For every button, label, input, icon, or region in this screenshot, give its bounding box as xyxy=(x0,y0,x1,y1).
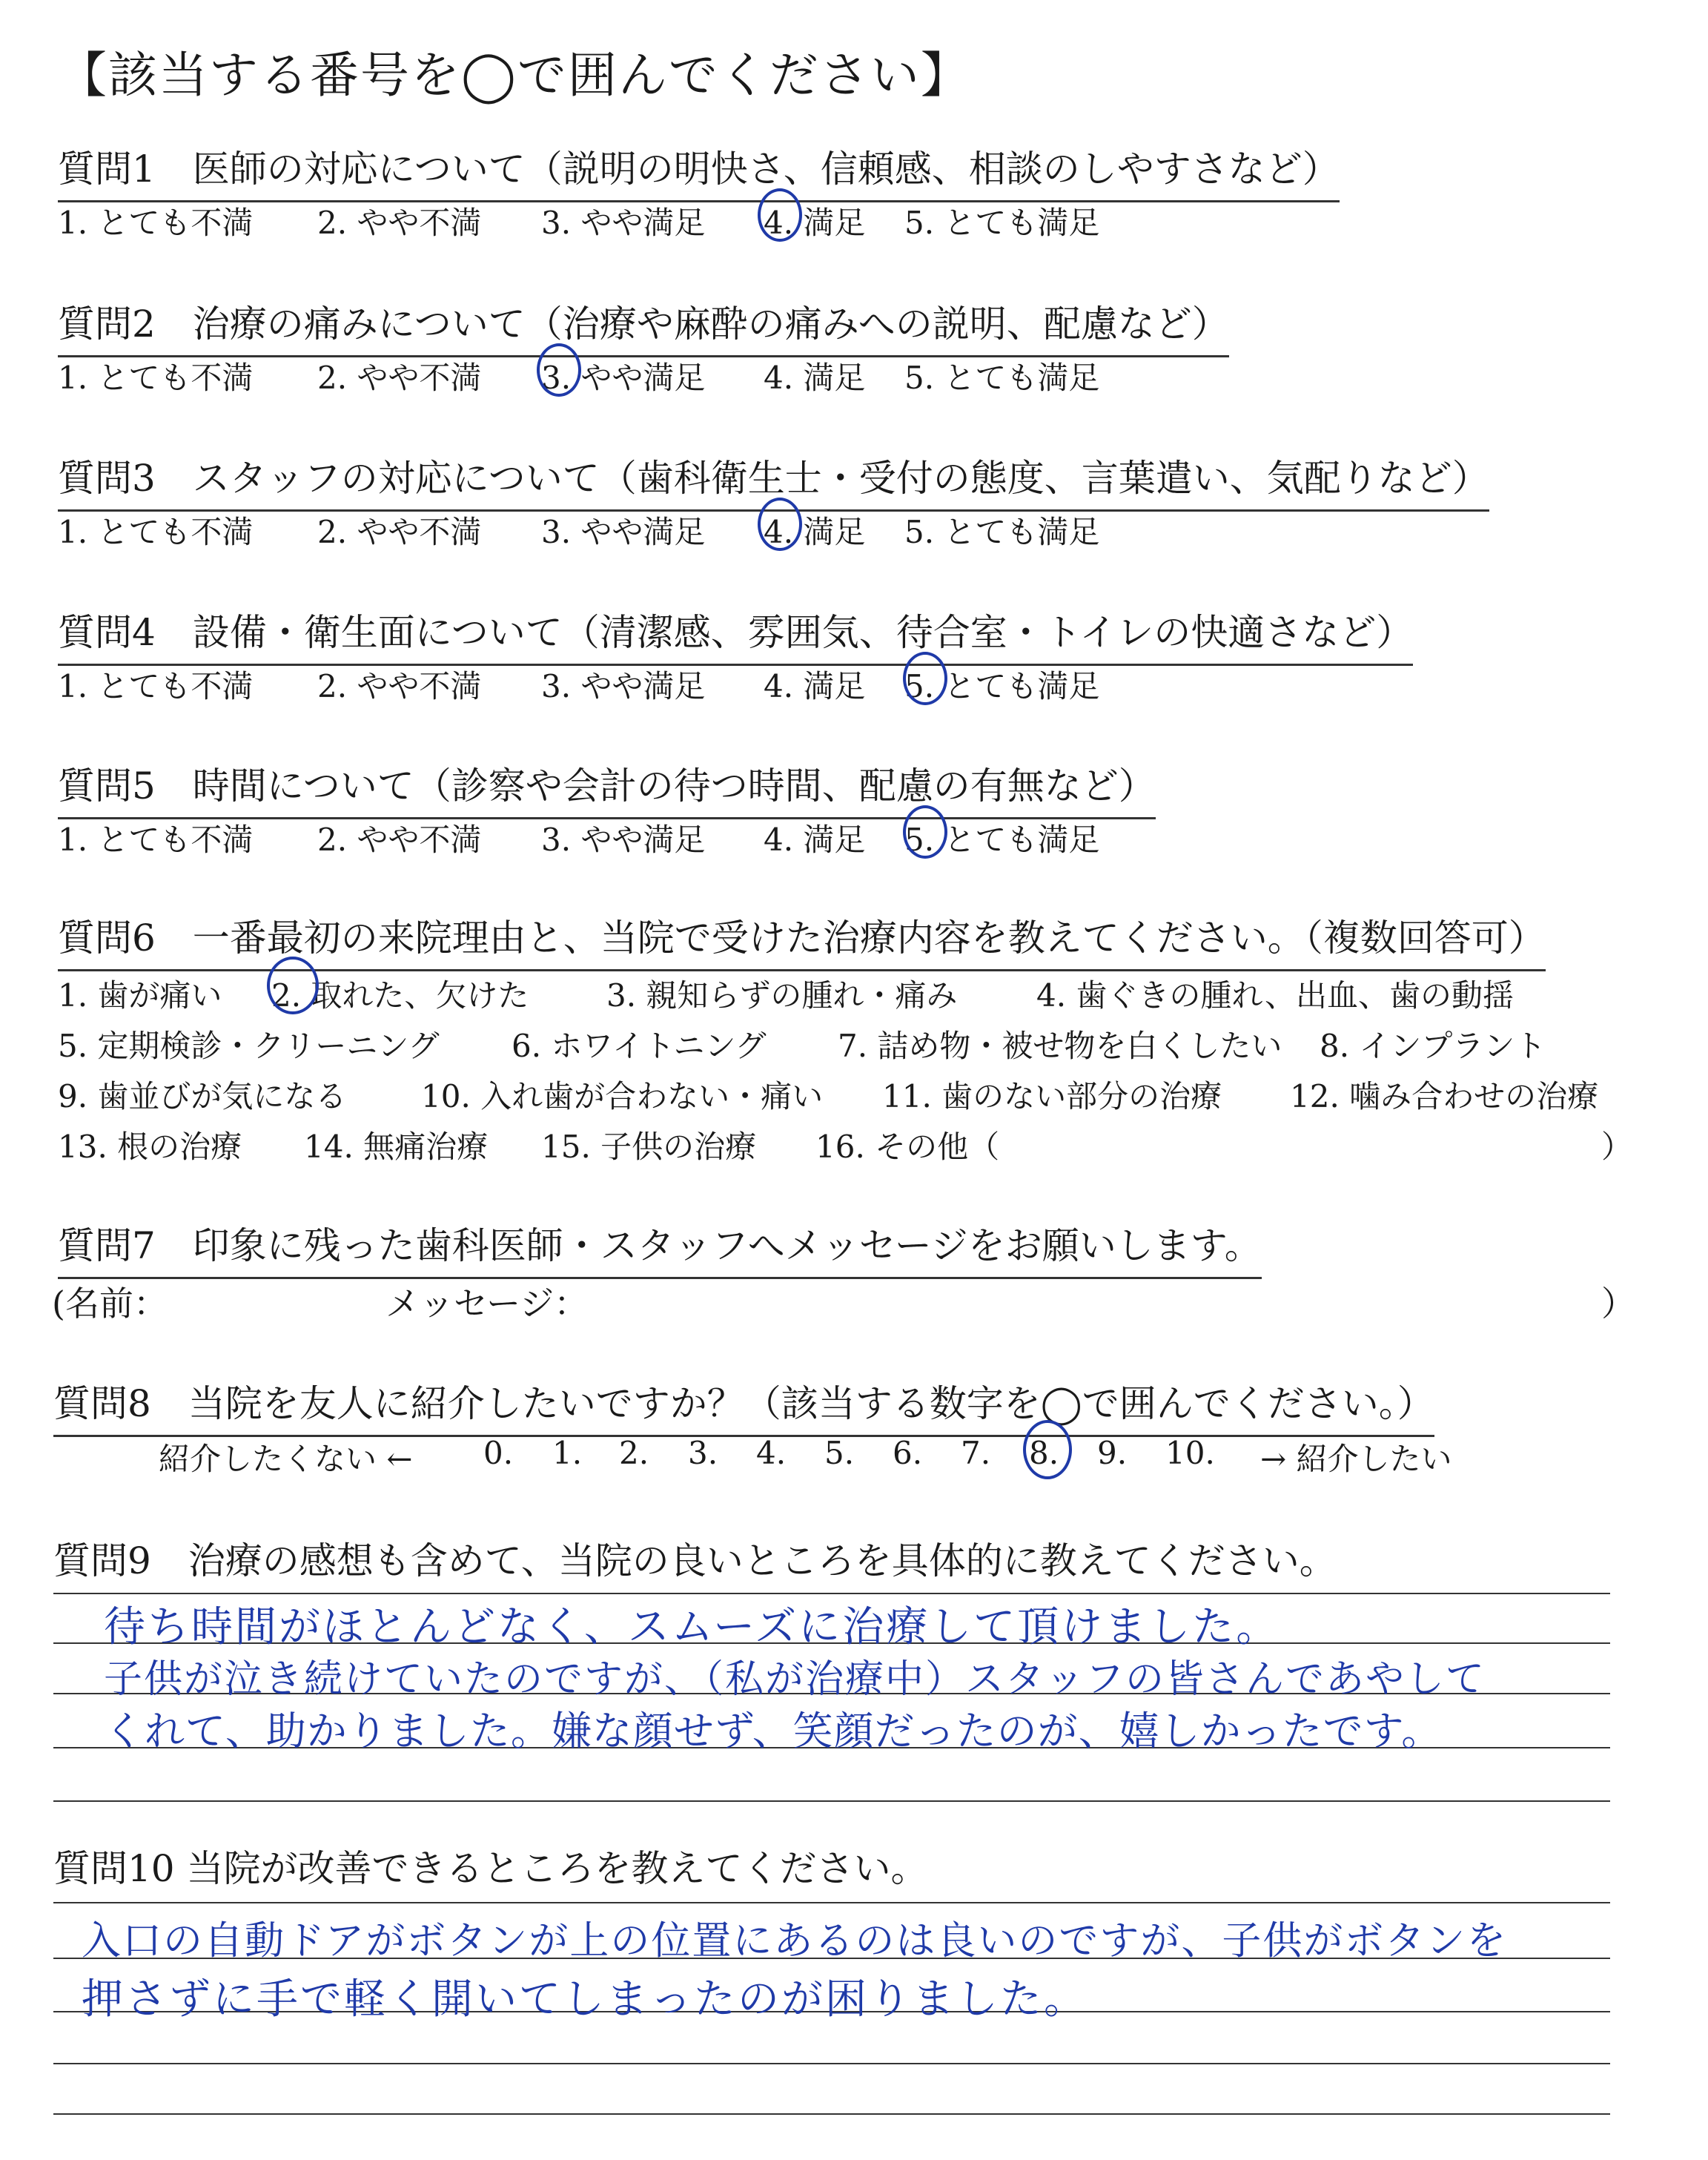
q2-option-5[interactable]: 5. とても満足 xyxy=(904,360,1100,396)
q2-option-3[interactable]: 3. やや満足 xyxy=(541,360,706,396)
q6-option-15[interactable]: 15. 子供の治療 xyxy=(541,1129,757,1165)
q5-option-1[interactable]: 1. とても不満 xyxy=(58,822,254,858)
q1-option-3[interactable]: 3. やや満足 xyxy=(541,205,706,241)
q9-answer-line-3[interactable]: くれて、助かりました。嫌な顔せず、笑顔だったのが、嬉しかったです。 xyxy=(104,1708,1443,1754)
q6-option-8[interactable]: 8. インプラント xyxy=(1320,1028,1546,1064)
q10-line-5 xyxy=(53,2113,1610,2115)
q4-heading: 質問4 設備・衛生面について（清潔感、雰囲気、待合室・トイレの快適さなど） xyxy=(58,603,1413,666)
q10-heading: 質問10 当院が改善できるところを教えてください。 xyxy=(53,1847,928,1890)
q5-option-2[interactable]: 2. やや不満 xyxy=(317,822,482,858)
q8-number-8[interactable]: 8. xyxy=(1029,1435,1059,1471)
q6-option-9[interactable]: 9. 歯並びが気になる xyxy=(58,1078,347,1114)
q8-number-6[interactable]: 6. xyxy=(893,1435,923,1471)
q6-selected-circle xyxy=(267,957,319,1014)
q3-option-4[interactable]: 4. 満足 xyxy=(764,514,866,550)
q9-answer-line-1[interactable]: 待ち時間がほとんどなく、スムーズに治療して頂けました。 xyxy=(104,1603,1280,1651)
q1-heading: 質問1 医師の対応について（説明の明快さ、信頼感、相談のしやすさなど） xyxy=(58,139,1340,202)
q1-option-1[interactable]: 1. とても不満 xyxy=(58,205,254,241)
q2-heading: 質問2 治療の痛みについて（治療や麻酔の痛みへの説明、配慮など） xyxy=(58,294,1229,357)
q7-close-paren: ） xyxy=(1601,1284,1635,1324)
q8-number-0[interactable]: 0. xyxy=(483,1435,514,1471)
q1-option-4[interactable]: 4. 満足 xyxy=(764,205,866,241)
q3-option-5[interactable]: 5. とても満足 xyxy=(904,514,1100,550)
q10-answer-line-2[interactable]: 押さずに手で軽く開いてしまったのが困りました。 xyxy=(82,1975,1088,2024)
q7-message-label: メッセージ： xyxy=(385,1284,589,1324)
q6-option-2[interactable]: 2. 取れた、欠けた xyxy=(271,977,529,1014)
q1-selected-circle xyxy=(758,188,802,242)
q6-option-16[interactable]: 16. その他（ xyxy=(815,1129,1000,1165)
q6-option-13[interactable]: 13. 根の治療 xyxy=(58,1129,242,1165)
q6-option-11[interactable]: 11. 歯のない部分の治療 xyxy=(882,1078,1222,1114)
q3-option-3[interactable]: 3. やや満足 xyxy=(541,514,706,550)
q8-heading: 質問8 当院を友人に紹介したいですか？（該当する数字を◯で囲んでください。） xyxy=(53,1374,1434,1437)
q7-name-label: (名前： xyxy=(52,1284,168,1324)
q5-heading: 質問5 時間について（診察や会計の待つ時間、配慮の有無など） xyxy=(58,756,1156,819)
q9-answer-line-2[interactable]: 子供が泣き続けていたのですが、（私が治療中）スタッフの皆さんであやして xyxy=(104,1657,1486,1702)
q7-message-field[interactable] xyxy=(586,1272,1586,1317)
q3-selected-circle xyxy=(758,498,802,551)
q3-option-2[interactable]: 2. やや不満 xyxy=(317,514,482,550)
q6-option-1[interactable]: 1. 歯が痛い xyxy=(58,977,222,1014)
q8-selected-circle xyxy=(1023,1420,1072,1479)
q9-line-5 xyxy=(53,1800,1610,1802)
q8-right-label: → 紹介したい xyxy=(1260,1441,1452,1477)
q7-name-field[interactable] xyxy=(171,1272,371,1317)
q8-number-1[interactable]: 1. xyxy=(552,1435,583,1471)
q5-option-3[interactable]: 3. やや満足 xyxy=(541,822,706,858)
q6-option-14[interactable]: 14. 無痛治療 xyxy=(304,1129,489,1165)
q10-line-1 xyxy=(53,1902,1610,1903)
q8-number-7[interactable]: 7. xyxy=(961,1435,991,1471)
q4-option-5[interactable]: 5. とても満足 xyxy=(904,668,1100,704)
q2-selected-circle xyxy=(537,343,581,397)
q6-option-10[interactable]: 10. 入れ歯が合わない・痛い xyxy=(421,1078,824,1114)
q8-number-9[interactable]: 9. xyxy=(1097,1435,1128,1471)
q4-option-4[interactable]: 4. 満足 xyxy=(764,668,866,704)
q2-option-4[interactable]: 4. 満足 xyxy=(764,360,866,396)
q1-option-5[interactable]: 5. とても満足 xyxy=(904,205,1100,241)
q9-heading: 質問9 治療の感想も含めて、当院の良いところを具体的に教えてください。 xyxy=(53,1539,1337,1582)
q4-option-3[interactable]: 3. やや満足 xyxy=(541,668,706,704)
q2-option-2[interactable]: 2. やや不満 xyxy=(317,360,482,396)
q5-option-4[interactable]: 4. 満足 xyxy=(764,822,866,858)
q4-selected-circle xyxy=(903,652,947,705)
q5-option-5[interactable]: 5. とても満足 xyxy=(904,822,1100,858)
q5-selected-circle xyxy=(903,805,947,859)
q7-heading: 質問7 印象に残った歯科医師・スタッフへメッセージをお願いします。 xyxy=(58,1216,1262,1279)
q6-other-close: ） xyxy=(1601,1129,1633,1165)
q10-line-4 xyxy=(53,2063,1610,2064)
q6-option-3[interactable]: 3. 親知らずの腫れ・痛み xyxy=(606,977,958,1014)
q6-option-12[interactable]: 12. 噛み合わせの治療 xyxy=(1290,1078,1599,1114)
q1-option-2[interactable]: 2. やや不満 xyxy=(317,205,482,241)
q8-number-5[interactable]: 5. xyxy=(824,1435,855,1471)
q3-option-1[interactable]: 1. とても不満 xyxy=(58,514,254,550)
q6-option-7[interactable]: 7. 詰め物・被せ物を白くしたい xyxy=(838,1028,1282,1064)
q6-option-5[interactable]: 5. 定期検診・クリーニング xyxy=(58,1028,440,1064)
q10-answer-line-1[interactable]: 入口の自動ドアがボタンが上の位置にあるのは良いのですが、子供がボタンを xyxy=(82,1918,1508,1964)
q8-left-label: 紹介したくない ← xyxy=(159,1441,413,1477)
q2-option-1[interactable]: 1. とても不満 xyxy=(58,360,254,396)
q6-heading: 質問6 一番最初の来院理由と、当院で受けた治療内容を教えてください。（複数回答可） xyxy=(58,908,1546,971)
q6-option-6[interactable]: 6. ホワイトニング xyxy=(512,1028,767,1064)
q8-number-4[interactable]: 4. xyxy=(756,1435,787,1471)
q8-number-3[interactable]: 3. xyxy=(688,1435,718,1471)
page-title: 【該当する番号を◯で囲んでください】 xyxy=(58,47,971,104)
q3-heading: 質問3 スタッフの対応について（歯科衛生士・受付の態度、言葉遣い、気配りなど） xyxy=(58,449,1489,512)
q4-option-1[interactable]: 1. とても不満 xyxy=(58,668,254,704)
q4-option-2[interactable]: 2. やや不満 xyxy=(317,668,482,704)
q8-number-2[interactable]: 2. xyxy=(619,1435,649,1471)
q6-option-4[interactable]: 4. 歯ぐきの腫れ、出血、歯の動揺 xyxy=(1036,977,1514,1014)
q8-number-10[interactable]: 10. xyxy=(1165,1435,1215,1471)
